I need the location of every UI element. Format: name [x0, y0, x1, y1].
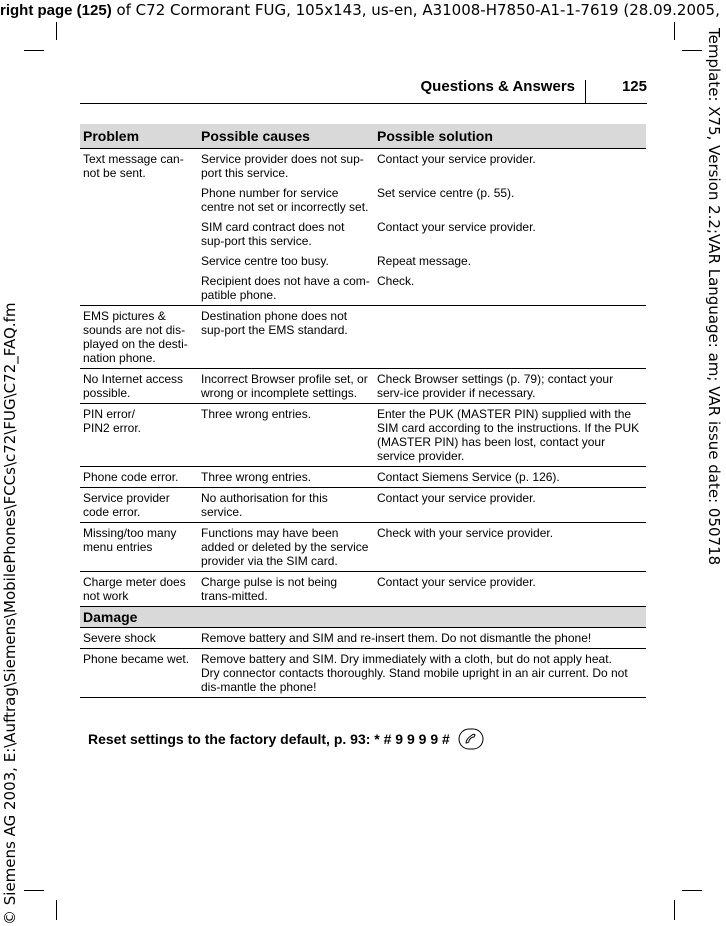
problem-cell: Severe shock [80, 628, 198, 649]
table-row [80, 467, 646, 488]
problem-cell: Text message can-not be sent. [80, 149, 198, 306]
solution-cell: Contact Siemens Service (p. 126). [374, 467, 646, 488]
cause-cell: Charge pulse is not being trans-mitted. [198, 572, 374, 607]
column-header-problem: Problem [80, 124, 198, 149]
solution-cell: Contact your service provider. [374, 488, 646, 523]
cause-cell: Recipient does not have a com-patible phone. [201, 274, 370, 302]
reset-instruction-text: Reset settings to the factory default, p. 93: * # 9 9 9 9 # [88, 731, 450, 748]
crop-mark [674, 22, 675, 40]
call-key-icon [458, 728, 484, 753]
crop-mark [674, 900, 675, 920]
cause-cell: SIM card contract does not sup-port this service. [201, 220, 345, 248]
template-info-text: Template: X75, Version 2.2;VAR Language: am; VAR issue date: 050718 [705, 28, 723, 566]
damage-section-row [80, 607, 646, 628]
print-info-rest: of C72 Cormorant FUG, 105x143, us-en, A31008-H7850-A1-1-7619 (28.09.2005, [111, 1, 720, 19]
template-info-vertical [704, 28, 724, 748]
crop-mark [24, 890, 44, 891]
table-row [80, 628, 646, 649]
crop-mark [24, 50, 44, 51]
cause-cell: Incorrect Browser profile set, or wrong or incomplete settings. [198, 369, 374, 404]
header-rule [80, 103, 647, 104]
solution-cell: Remove battery and SIM and re-insert them. Do not dismantle the phone! [198, 628, 646, 649]
page-title: Questions & Answers [420, 78, 575, 95]
table-header-row [80, 124, 646, 149]
solution-cell: Enter the PUK (MASTER PIN) supplied with the SIM card according to the instructions. If the PUK (MASTER PIN) has been lost, contact your service provider. [374, 404, 646, 467]
problem-cell: EMS pictures & sounds are not dis-played on the desti-nation phone. [80, 306, 198, 369]
solution-cell: Remove battery and SIM. Dry immediately with a cloth, but do not apply heat. Dry connector contacts thoroughly. Stand mobile upright in an air current. Do not dis-mantle the phone! [198, 649, 646, 698]
solution-cell: Contact your service provider. [377, 220, 536, 234]
page-header [80, 78, 647, 104]
table-row [80, 404, 646, 467]
page-number: 125 [621, 78, 647, 95]
solution-cell: Set service centre (p. 55). [377, 186, 515, 200]
solution-cell: Repeat message. [377, 254, 472, 268]
table-row [80, 488, 646, 523]
cause-cell: Service provider does not sup-port this service. [198, 149, 374, 184]
reset-instruction [88, 728, 484, 753]
crop-mark [682, 890, 702, 891]
cause-cell: Three wrong entries. [198, 404, 374, 467]
crop-mark [56, 900, 57, 920]
table-row [80, 306, 646, 369]
column-header-solution: Possible solution [374, 124, 646, 149]
table-row [80, 523, 646, 572]
problem-cell: Phone became wet. [80, 649, 198, 698]
cause-cell: Service centre too busy. [201, 254, 329, 268]
problem-cell: Phone code error. [80, 467, 198, 488]
solution-cell: Check Browser settings (p. 79); contact your serv-ice provider if necessary. [374, 369, 646, 404]
cause-cell: Functions may have been added or deleted by the service provider via the SIM card. [198, 523, 374, 572]
cause-cell: Destination phone does not sup-port the EMS standard. [198, 306, 374, 369]
print-info-bold: right page (125) [0, 2, 112, 19]
crop-mark [682, 50, 702, 51]
solution-cell: Check. [377, 274, 415, 288]
crop-mark [56, 22, 57, 40]
problem-cell: Service provider code error. [80, 488, 198, 523]
column-header-causes: Possible causes [198, 124, 374, 149]
table-row [80, 649, 646, 698]
faq-table-body [80, 149, 646, 698]
faq-table [80, 124, 646, 698]
solution-cell: Contact your service provider. [374, 572, 646, 607]
table-row [80, 369, 646, 404]
problem-cell: PIN error/ PIN2 error. [80, 404, 198, 467]
cause-cell: No authorisation for this service. [198, 488, 374, 523]
copyright-text: © Siemens AG 2003, E:\Auftrag\Siemens\MobilePhones\FCCs\c72\FUG\C72_FAQ.fm [1, 302, 19, 925]
solution-cell: Contact your service provider. [374, 149, 646, 184]
problem-cell: No Internet access possible. [80, 369, 198, 404]
problem-cell: Charge meter does not work [80, 572, 198, 607]
table-row [80, 149, 646, 184]
solution-cell: Check with your service provider. [374, 523, 646, 572]
cause-cell: Phone number for service centre not set or incorrectly set. [201, 186, 369, 214]
solution-cell [374, 306, 646, 369]
header-divider [585, 80, 586, 104]
copyright-vertical [0, 302, 20, 925]
cause-cell: Three wrong entries. [198, 467, 374, 488]
print-info-line [0, 0, 726, 20]
table-row [80, 572, 646, 607]
damage-section-label: Damage [80, 607, 646, 628]
problem-cell: Missing/too many menu entries [80, 523, 198, 572]
